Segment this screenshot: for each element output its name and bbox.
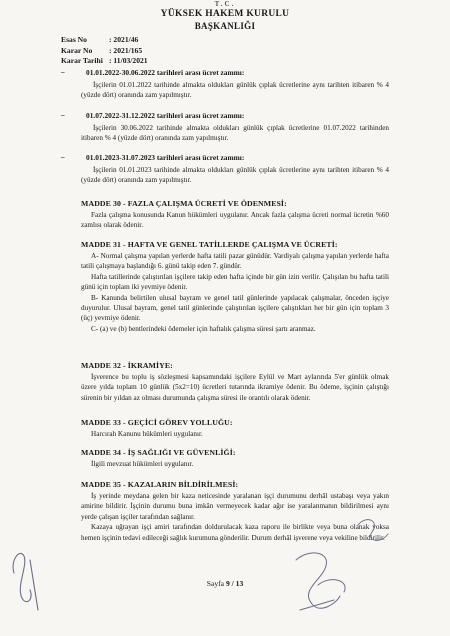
org-name: YÜKSEK HAKEM KURULU: [160, 9, 290, 19]
meta-label: Karar Tarihi: [61, 56, 103, 65]
meta-value: : 2021/46: [109, 35, 139, 44]
raise-text-1: İşçilerin 01.01.2022 tarihinde almakta oldukları günlük çıplak ücretlerine aynı tarihten itibaren % 4 (yüzde dört) oranında zam yapılmıştır.: [81, 81, 389, 100]
bullet-dash: –: [61, 153, 65, 161]
meta-value: : 11/03/2021: [109, 56, 148, 65]
article-32-p1: İşverence bu toplu iş sözleşmesi kapsamındaki işçilere Eylül ve Mart aylarında 5'er günlük olmak üzere yılda toplam 10 günlük (5x2=10) ücretleri tutarında ikramiye ödenir. Bu ödeme, işçinin çalıştığı sürenin bir yıldan az olması durumunda çalışma süresi ile orantılı olarak ödenir.: [81, 373, 389, 402]
page-footer: [0, 579, 450, 588]
meta-row-tarih: [61, 56, 148, 67]
org-unit: BAŞKANLIĞI: [194, 21, 256, 31]
page-number: 9 / 13: [225, 579, 244, 588]
article-31-p3: B- Kanunda belirtilen ulusal bayram ve genel tatil günlerinde yapılacak çalışmalar, önceden işçiye duyurulur. Ulusal bayram, genel tatil günlerinde çalıştırılan işçilere çalıştıkları her bir gün için toplam 3 (üç) yevmiye ödenir.: [81, 293, 389, 323]
raise-text-2: İşçilerin 30.06.2022 tarihinde almakta oldukları günlük çıplak ücretlerine 01.07.2022 tarihinden itibaren % 4 (yüzde dört) oranında zam yapılmıştır.: [81, 124, 389, 143]
article-32-body: [81, 372, 389, 403]
article-32-title: MADDE 32 - İKRAMİYE:: [81, 361, 173, 370]
article-30-p1: Fazla çalışma konusunda Kanun hükümleri uygulanır. Ancak fazla çalışma ücreti normal ücretin %60 zamlısı olarak ödenir.: [81, 211, 389, 230]
article-31-p2: Hafta tatillerinde çalıştırılan işçilere takip eden hafta içinde bir gün izin verilir. Çalışılan bu hafta tatili günü için toplam iki yevmiye ödenir.: [81, 272, 389, 292]
article-34-title: MADDE 34 - İŞ SAĞLIĞI VE GÜVENLİĞİ:: [81, 448, 236, 457]
article-35-p1: İş yerinde meydana gelen bir kaza neticesinde yaralanan işçi durumunu derhâl ustabaşı veya yakın amirine bildirir. İşçinin durumu buna imkân vermeyecek kadar ağır ise yaralanmanın bildirilmesi aynı yerde çalışan işçiler tarafından sağlanır.: [81, 492, 389, 521]
article-35-p2: Kazaya uğrayan işçi amiri tarafından doldurulacak kaza raporu ile birlikte veya buna olanak yoksa hemen işçinin tedavi edileceği sağlık kurumuna gönderilir. Durum derhâl işverene veya vekiline bildirilir.: [81, 523, 389, 542]
article-31-p1: A- Normal çalışma yapılan yerlerde hafta tatili pazar günüdür. Vardiyalı çalışma yapılan yerlerde hafta tatili çalışmaya başlandığı 6. günü takip eden 7. gündür.: [81, 252, 389, 271]
meta-label: Karar No: [61, 45, 93, 55]
article-33-title: MADDE 33 - GEÇİCİ GÖREV YOLLUĞU:: [81, 418, 233, 427]
article-35-title: MADDE 35 - KAZALARIN BİLDİRİLMESİ:: [81, 480, 239, 489]
article-34-p1: İlgili mevzuat hükümleri uygulanır.: [91, 460, 194, 468]
article-31-p4: C- (a) ve (b) bentlerindeki ödemeler için haftalık çalışma süresi şartı aranmaz.: [91, 324, 316, 333]
header-fragment: T.C.: [214, 0, 236, 8]
article-35-body: [81, 491, 389, 543]
raise-title-2: 01.07.2022-31.12.2022 tarihleri arası ücret zammı:: [86, 111, 245, 120]
meta-value: : 2021/165: [109, 45, 143, 55]
raise-title-3: 01.01.2023-31.07.2023 tarihleri arası ücret zammı:: [86, 153, 245, 162]
case-meta: [61, 35, 148, 67]
raise-title-1: 01.01.2022-30.06.2022 tarihleri arası ücret zammı:: [86, 68, 245, 77]
meta-row-esas: [61, 35, 148, 46]
article-30-body: [81, 210, 389, 231]
article-33-p1: Harcırah Kanunu hükümleri uygulanır.: [91, 430, 203, 438]
article-30-title: MADDE 30 - FAZLA ÇALIŞMA ÜCRETİ VE ÖDENMESİ:: [81, 199, 287, 208]
page-label: Sayfa: [206, 579, 225, 588]
bullet-dash: –: [61, 68, 65, 76]
meta-row-karar: [61, 46, 148, 57]
article-33-body: [81, 429, 389, 439]
article-31-body: [81, 251, 389, 334]
raise-text-3: İşçilerin 01.01.2023 tarihinde almakta oldukları günlük çıplak ücretlerine aynı tarihten itibaren % 4 (yüzde dört) oranında zam yapılmıştır.: [81, 166, 389, 185]
article-34-body: [81, 459, 389, 469]
bullet-dash: –: [61, 111, 65, 119]
article-31-title: MADDE 31 - HAFTA VE GENEL TATİLLERDE ÇALIŞMA VE ÜCRETİ:: [81, 240, 338, 249]
meta-label: Esas No: [61, 35, 87, 44]
